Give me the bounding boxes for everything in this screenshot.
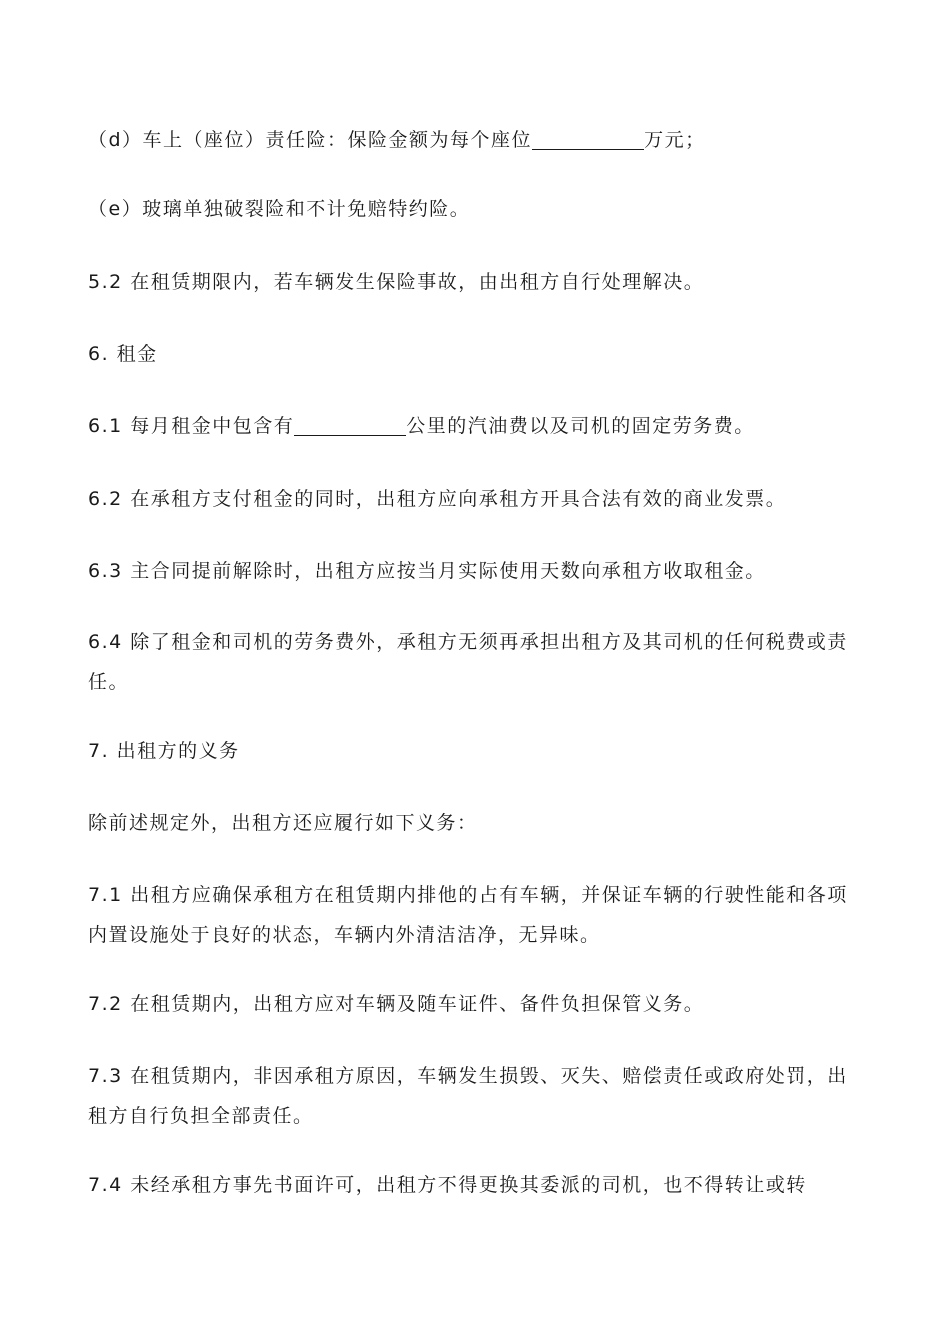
clause-6-1-text: 6.1 每月租金中包含有 [88, 415, 295, 437]
clause-6-2: 6.2 在承租方支付租金的同时，出租方应向承租方开具合法有效的商业发票。 [88, 488, 787, 510]
clause-d-text: （d）车上（座位）责任险：保险金额为每个座位 [88, 129, 533, 151]
clause-6-1 [88, 406, 868, 446]
clause-7-4: 7.4 未经承租方事先书面许可，出租方不得更换其委派的司机，也不得转让或转 [88, 1174, 807, 1196]
clause-d-seat-liability [88, 120, 868, 160]
clause-6-3: 6.3 主合同提前解除时，出租方应按当月实际使用天数向承租方收取租金。 [88, 560, 766, 582]
kilometer-blank [294, 415, 406, 436]
clause-7-2: 7.2 在租赁期内，出租方应对车辆及随车证件、备件负担保管义务。 [88, 993, 705, 1015]
section-7-intro: 除前述规定外，出租方还应履行如下义务： [88, 812, 478, 834]
clause-6-4: 6.4 除了租金和司机的劳务费外，承租方无须再承担出租方及其司机的任何税费或责任。 [88, 631, 848, 693]
clause-6-1-rest: 公里的汽油费以及司机的固定劳务费。 [406, 415, 755, 437]
seat-amount-blank [532, 129, 644, 150]
clause-7-3: 7.3 在租赁期内，非因承租方原因，车辆发生损毁、灭失、赔偿责任或政府处罚，出租方自行负担全部责任。 [88, 1065, 848, 1127]
clause-5-2: 5.2 在租赁期限内，若车辆发生保险事故，由出租方自行处理解决。 [88, 271, 705, 293]
section-7-heading: 7. 出租方的义务 [88, 740, 240, 762]
clause-d-unit: 万元； [644, 129, 706, 151]
clause-e-glass-insurance: （e）玻璃单独破裂险和不计免赔特约险。 [88, 198, 471, 220]
clause-7-1: 7.1 出租方应确保承租方在租赁期内排他的占有车辆，并保证车辆的行驶性能和各项内置设施处于良好的状态，车辆内外清洁洁净，无异味。 [88, 884, 848, 946]
section-6-heading: 6. 租金 [88, 343, 158, 365]
